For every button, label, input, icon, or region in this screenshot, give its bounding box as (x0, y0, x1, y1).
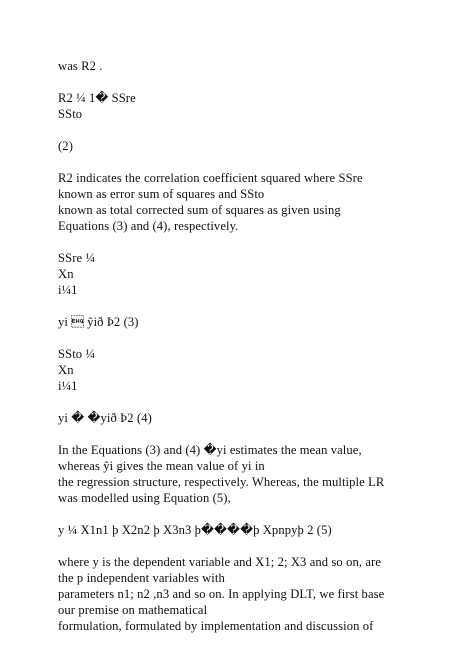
text-line-ssto: SSto (58, 107, 83, 121)
text-line-error-sum: known as error sum of squares and SSto (58, 187, 265, 201)
text-line-was-r2: was R2 . (58, 59, 103, 73)
text-line-ssre: SSre ¼ (58, 251, 95, 265)
equation-number-2: (2) (58, 139, 73, 153)
text-line-mean-value: In the Equations (3) and (4) �yi estimates the mean value, (58, 443, 362, 457)
text-line-dependent: where y is the dependent variable and X1; 2; X3 and so on, are (58, 555, 382, 569)
text-line-i-2: i¼1 (58, 379, 78, 393)
text-line-i-1: i¼1 (58, 283, 78, 297)
text-line-independent: the p independent variables with (58, 571, 225, 585)
text-line-xn-2: Xn (58, 363, 74, 377)
equation-5: y ¼ X1n1 þ X2n2 þ X3n3 þ����þ Xpnpyþ 2 (5) (58, 523, 332, 537)
text-line-ssto-eq: SSto ¼ (58, 347, 95, 361)
text-line-total-corrected: known as total corrected sum of squares as given using (58, 203, 341, 217)
text-line-r2-indicates: R2 indicates the correlation coefficient squared where SSre (58, 171, 363, 185)
text-line-parameters: parameters n1; n2 ,n3 and so on. In applying DLT, we first base (58, 587, 385, 601)
text-line-formulation: formulation, formulated by implementation and discussion of (58, 619, 374, 633)
text-line-regression: the regression structure, respectively. Whereas, the multiple LR (58, 475, 385, 489)
equation-3: yi  ŷið Þ2 (3) (58, 315, 139, 329)
equation-4: yi � �yið Þ2 (4) (58, 411, 152, 425)
text-line-whereas: whereas ŷi gives the mean value of yi in (58, 459, 265, 473)
text-line-xn-1: Xn (58, 267, 74, 281)
text-line-r2-formula: R2 ¼ 1� SSre (58, 91, 136, 105)
text-line-equations-3-4: Equations (3) and (4), respectively. (58, 219, 239, 233)
text-line-modelled: was modelled using Equation (5), (58, 491, 231, 505)
text-line-premise: our premise on mathematical (58, 603, 208, 617)
